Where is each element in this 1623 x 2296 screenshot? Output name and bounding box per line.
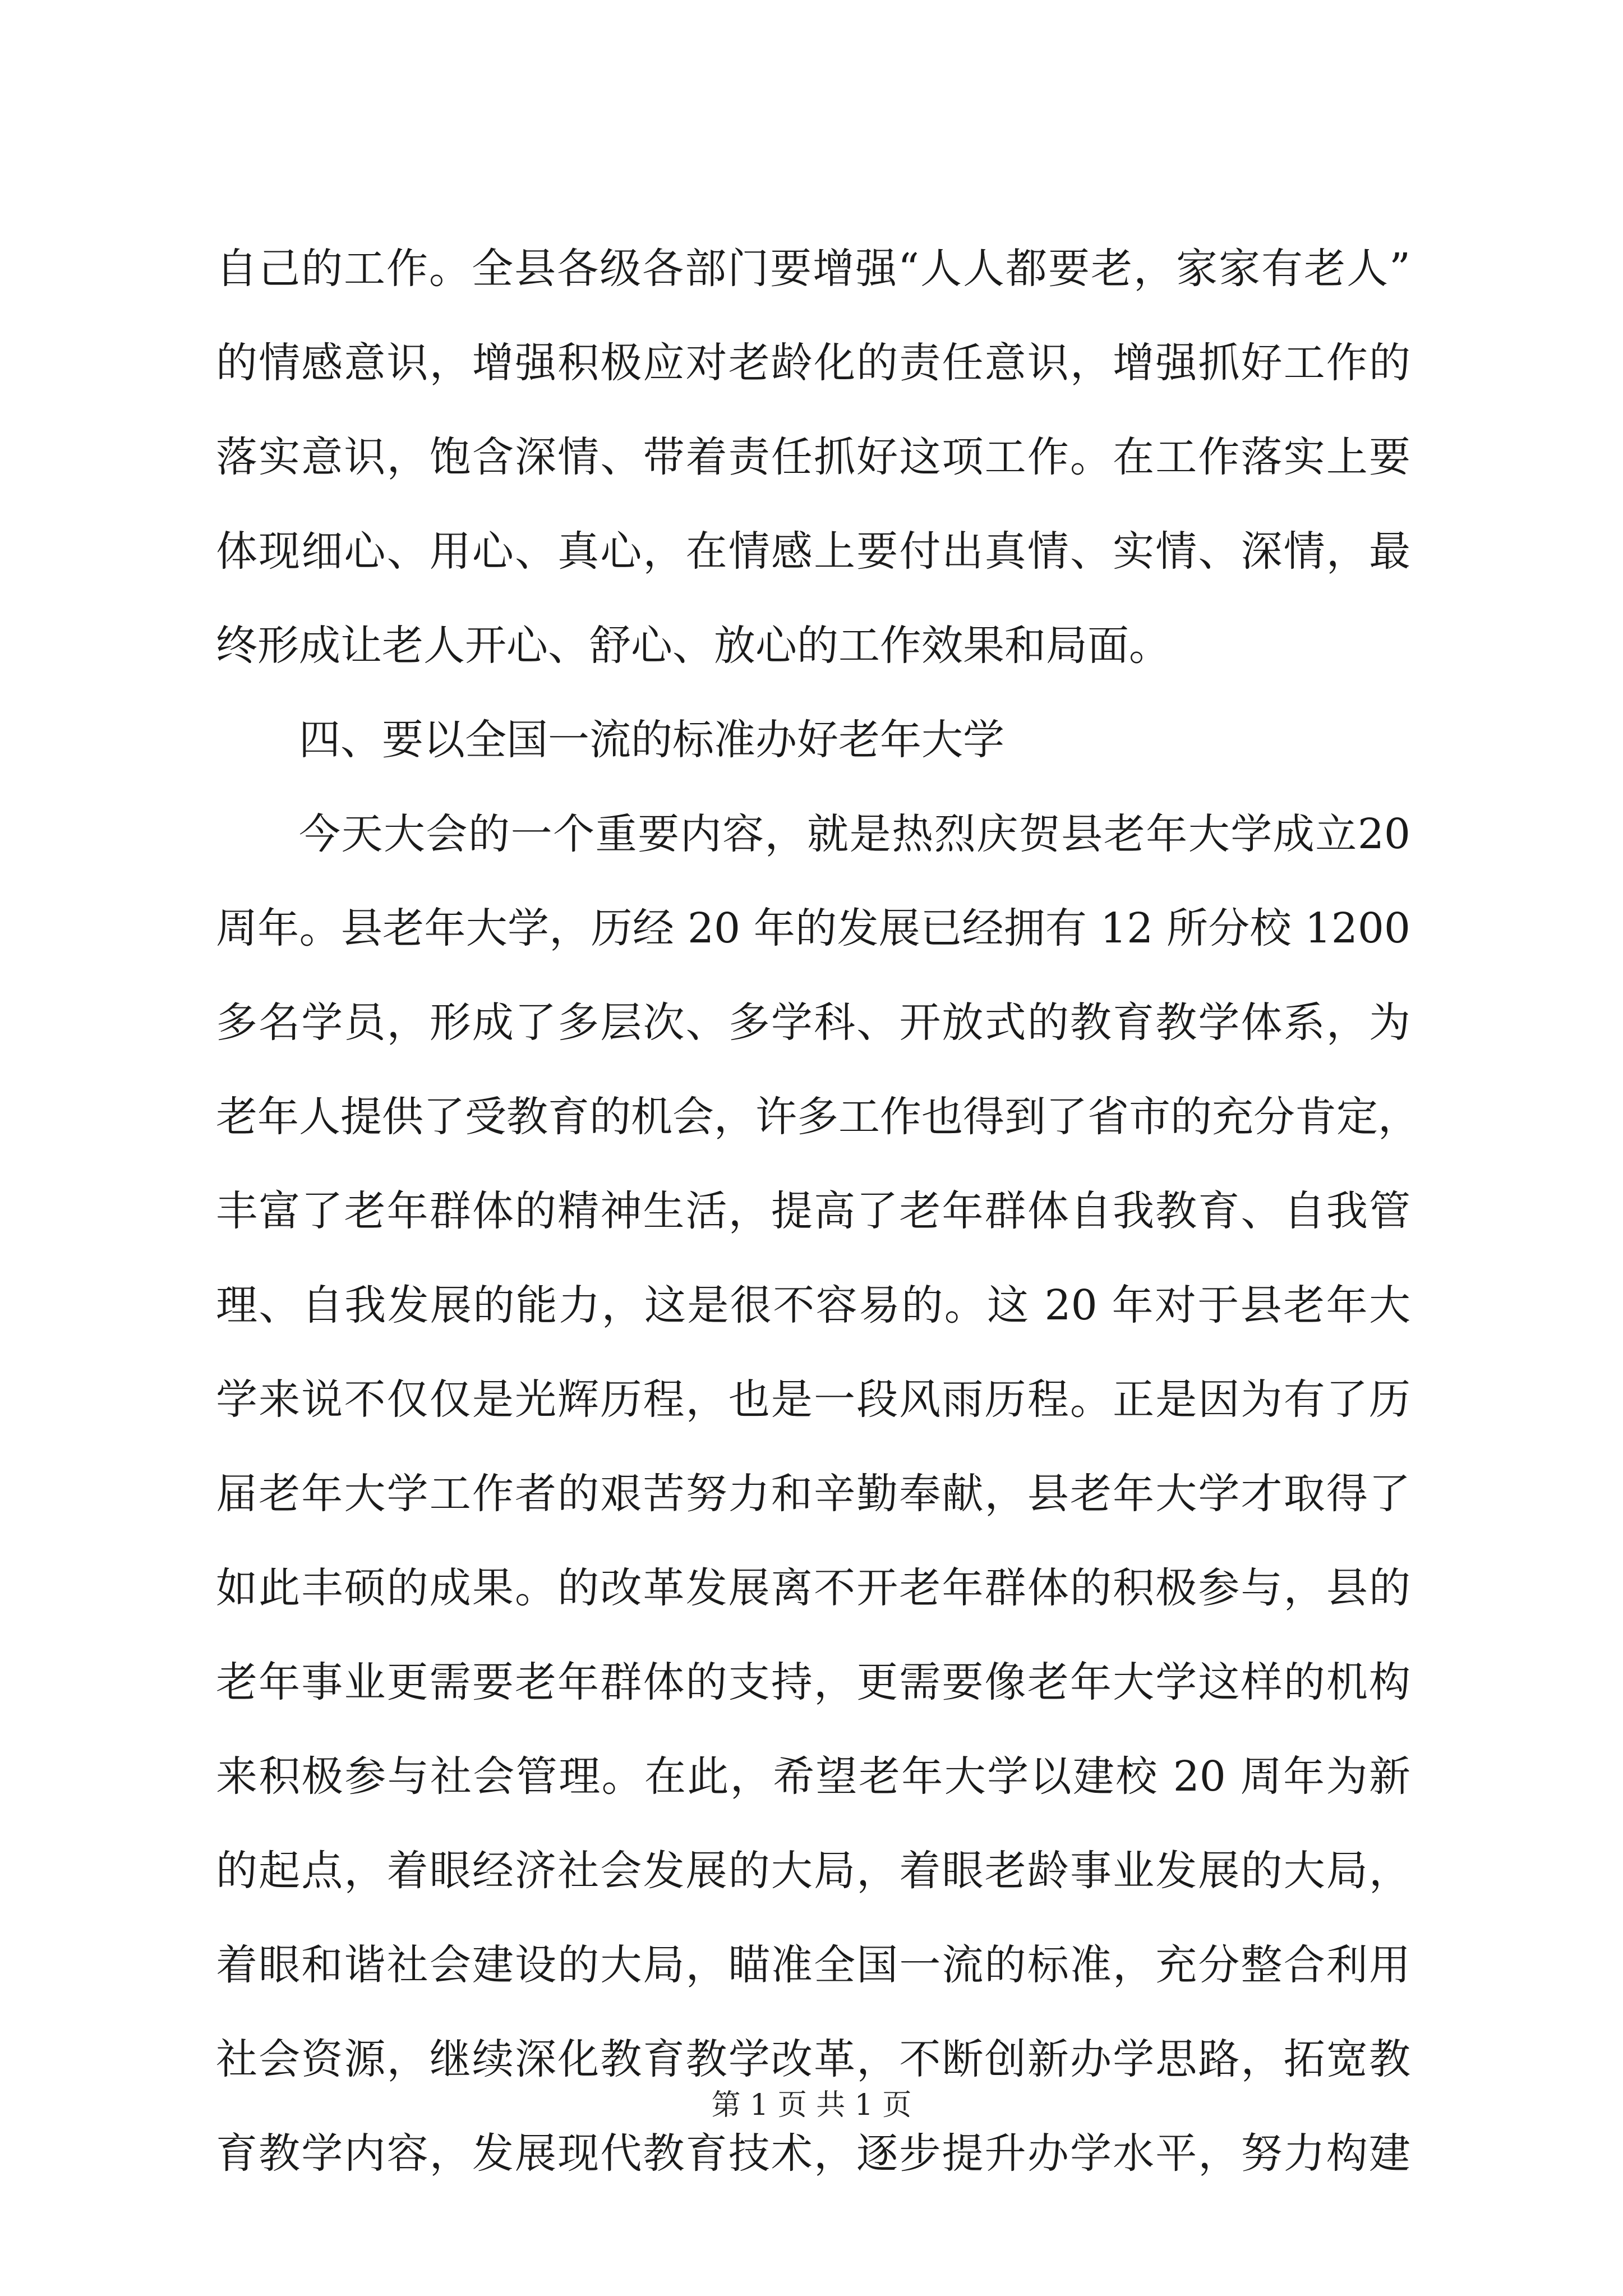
text-line: 届老年大学工作者的艰苦努力和辛勤奉献，县老年大学才取得了 bbox=[216, 1470, 1410, 1518]
text-line: 来积极参与社会管理。在此，希望老年大学以建校 20 周年为新 bbox=[216, 1752, 1410, 1801]
text-line: 自己的工作。全县各级各部门要增强“人人都要老，家家有老人” bbox=[216, 245, 1410, 293]
text-line: 老年人提供了受教育的机会，许多工作也得到了省市的充分肯定， bbox=[216, 1093, 1419, 1141]
text-line: 今天大会的一个重要内容，就是热烈庆贺县老年大学成立20 bbox=[299, 810, 1410, 858]
section-heading: 四、要以全国一流的标准办好老年大学 bbox=[299, 716, 1004, 764]
text-line: 的起点，着眼经济社会发展的大局，着眼老龄事业发展的大局， bbox=[216, 1847, 1410, 1895]
text-line: 社会资源，继续深化教育教学改革，不断创新办学思路，拓宽教 bbox=[216, 2035, 1410, 2083]
text-line: 学来说不仅仅是光辉历程，也是一段风雨历程。正是因为有了历 bbox=[216, 1375, 1410, 1424]
body-text bbox=[216, 222, 1419, 2201]
page-footer: 第 1 页 共 1 页 bbox=[711, 2088, 912, 2122]
text-line: 如此丰硕的成果。的改革发展离不开老年群体的积极参与，县的 bbox=[216, 1564, 1410, 1612]
text-line: 终形成让老人开心、舒心、放心的工作效果和局面。 bbox=[216, 622, 1170, 670]
text-line: 体现细心、用心、真心，在情感上要付出真情、实情、深情，最 bbox=[216, 527, 1410, 576]
text-line: 落实意识，饱含深情、带着责任抓好这项工作。在工作落实上要 bbox=[216, 433, 1410, 481]
text-line: 多名学员，形成了多层次、多学科、开放式的教育教学体系，为 bbox=[216, 999, 1410, 1047]
text-line: 老年事业更需要老年群体的支持，更需要像老年大学这样的机构 bbox=[216, 1658, 1410, 1706]
text-line: 育教学内容，发展现代教育技术，逐步提升办学水平，努力构建 bbox=[216, 2129, 1410, 2178]
text-line: 着眼和谐社会建设的大局，瞄准全国一流的标准，充分整合利用 bbox=[216, 1941, 1410, 1989]
text-line: 周年。县老年大学，历经 20 年的发展已经拥有 12 所分校 1200 bbox=[216, 904, 1410, 953]
text-line: 丰富了老年群体的精神生活，提高了老年群体自我教育、自我管 bbox=[216, 1187, 1410, 1235]
text-line: 理、自我发展的能力，这是很不容易的。这 20 年对于县老年大 bbox=[216, 1281, 1410, 1329]
text-line: 的情感意识，增强积极应对老龄化的责任意识，增强抓好工作的 bbox=[216, 339, 1410, 387]
